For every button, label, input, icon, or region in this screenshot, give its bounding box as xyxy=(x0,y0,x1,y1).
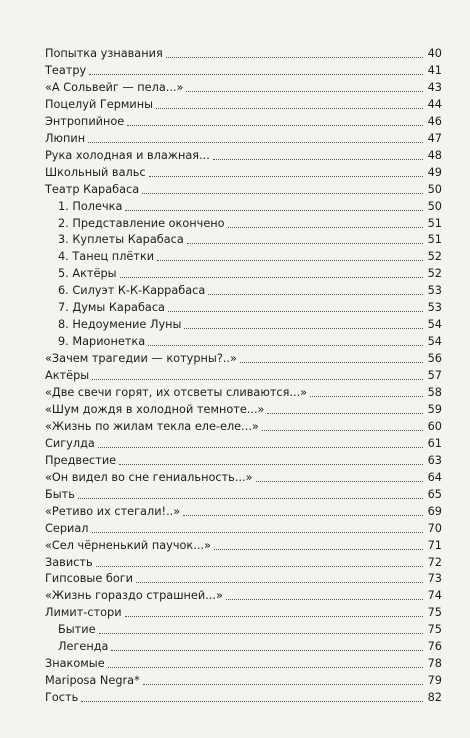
dot-leader xyxy=(149,175,423,177)
toc-entry-page: 53 xyxy=(427,301,442,315)
dot-leader xyxy=(88,141,423,143)
dot-leader xyxy=(78,497,423,499)
toc-entry xyxy=(58,215,442,232)
toc-entry xyxy=(45,181,442,198)
toc-entry-title: 6. Силуэт К-К-Каррабаса xyxy=(58,284,206,298)
toc-entry xyxy=(45,604,442,621)
toc-entry-page: 43 xyxy=(427,80,442,94)
toc-entry xyxy=(58,333,442,350)
dot-leader xyxy=(186,90,423,92)
dot-leader xyxy=(98,446,423,448)
toc-entry-page: 51 xyxy=(427,233,442,247)
toc-entry-title: 2. Представление окончено xyxy=(58,216,225,230)
toc-entry xyxy=(45,689,442,706)
dot-leader xyxy=(228,226,423,228)
toc-entry-page: 54 xyxy=(427,318,442,332)
toc-entry-title: Зависть xyxy=(45,555,93,569)
toc-entry-title: Попытка узнавания xyxy=(45,47,163,60)
toc-entry-page: 52 xyxy=(427,250,442,264)
dot-leader xyxy=(92,378,423,380)
dot-leader xyxy=(89,73,423,75)
dot-leader xyxy=(148,344,423,346)
toc-entry xyxy=(45,45,442,62)
toc-entry-title: «А Сольвейг — пела...» xyxy=(45,80,184,94)
toc-entry-page: 69 xyxy=(427,504,442,518)
toc-entry-title: Быть xyxy=(45,487,75,501)
toc-entry xyxy=(45,418,442,435)
toc-entry-title: Предвестие xyxy=(45,453,117,467)
toc-entry xyxy=(45,164,442,181)
toc-entry-title: «Жизнь по жилам текла еле-еле...» xyxy=(45,419,259,433)
toc-entry xyxy=(58,198,442,215)
dot-leader xyxy=(120,276,423,278)
dot-leader xyxy=(168,310,423,312)
dot-leader xyxy=(310,395,423,397)
dot-leader xyxy=(214,548,423,550)
toc-entry-title: Люпин xyxy=(45,131,86,145)
toc-entry-page: 70 xyxy=(427,521,442,535)
dot-leader xyxy=(267,412,423,414)
dot-leader xyxy=(213,158,423,160)
dot-leader xyxy=(183,514,423,516)
toc-entry-page: 59 xyxy=(427,402,442,416)
toc-entry-page: 51 xyxy=(427,216,442,230)
dot-leader xyxy=(208,293,423,295)
dot-leader xyxy=(156,107,423,109)
toc-entry-page: 60 xyxy=(427,419,442,433)
toc-entry xyxy=(58,265,442,282)
toc-entry-title: 3. Куплеты Карабаса xyxy=(58,233,184,247)
toc-entry xyxy=(45,435,442,452)
dot-leader xyxy=(157,259,423,261)
dot-leader xyxy=(108,666,423,668)
dot-leader xyxy=(127,124,423,126)
toc-entry-page: 82 xyxy=(427,691,442,705)
toc-entry-page: 76 xyxy=(427,640,442,654)
dot-leader xyxy=(99,632,423,634)
toc-entry-page: 74 xyxy=(427,589,442,603)
toc-entry xyxy=(45,503,442,520)
dot-leader xyxy=(125,209,423,211)
toc-entry-page: 72 xyxy=(427,555,442,569)
toc-entry-page: 44 xyxy=(427,97,442,111)
toc-entry-title: 1. Полечка xyxy=(58,199,123,213)
toc-entry-title: 4. Танец плётки xyxy=(58,250,155,264)
dot-leader xyxy=(256,480,424,482)
toc-entry xyxy=(45,384,442,401)
toc-entry xyxy=(45,350,442,367)
toc-entry-title: Школьный вальс xyxy=(45,165,146,179)
toc-entry-title: «Он видел во сне гениальность...» xyxy=(45,470,253,484)
toc-entry-title: Театру xyxy=(45,63,87,77)
toc-entry-page: 64 xyxy=(427,470,442,484)
toc-entry-title: Театр Карабаса xyxy=(45,182,140,196)
toc-entry-title: 7. Думы Карабаса xyxy=(58,301,165,315)
dot-leader xyxy=(81,700,423,702)
toc-entry-page: 54 xyxy=(427,335,442,349)
toc-entry-title: 5. Актёры xyxy=(58,267,117,281)
toc-entry-page: 75 xyxy=(427,623,442,637)
dot-leader xyxy=(142,192,423,194)
toc-entry xyxy=(58,621,442,638)
toc-entry xyxy=(45,672,442,689)
dot-leader xyxy=(111,649,423,651)
toc-entry-page: 47 xyxy=(427,131,442,145)
toc-entry-page: 53 xyxy=(427,284,442,298)
toc-entry-page: 78 xyxy=(427,657,442,671)
toc-entry-title: Гипсовые боги xyxy=(45,572,134,586)
toc-entry xyxy=(45,655,442,672)
toc-entry-page: 57 xyxy=(427,369,442,383)
toc-entry-page: 48 xyxy=(427,148,442,162)
dot-leader xyxy=(262,429,423,431)
dot-leader xyxy=(119,463,423,465)
dot-leader xyxy=(240,361,423,363)
dot-leader xyxy=(226,598,423,600)
toc-entry xyxy=(45,401,442,418)
dot-leader xyxy=(166,56,423,58)
toc-entry-page: 49 xyxy=(427,165,442,179)
toc-entry-page: 50 xyxy=(427,182,442,196)
toc-entry xyxy=(45,147,442,164)
toc-entry xyxy=(45,367,442,384)
dot-leader xyxy=(143,683,423,685)
toc-entry-page: 61 xyxy=(427,436,442,450)
toc-entry xyxy=(45,587,442,604)
toc-entry-page: 50 xyxy=(427,199,442,213)
toc-entry-title: «Две свечи горят, их отсветы сливаются...» xyxy=(45,386,308,399)
dot-leader xyxy=(187,242,423,244)
toc-entry-page: 79 xyxy=(427,674,442,688)
toc-entry-title: Актёры xyxy=(45,369,90,383)
dot-leader xyxy=(96,565,423,567)
dot-leader xyxy=(92,531,424,533)
toc-entry xyxy=(45,452,442,469)
toc-entry xyxy=(45,537,442,554)
toc-entry-page: 58 xyxy=(427,386,442,399)
toc-entry-title: Сигулда xyxy=(45,436,95,450)
toc-entry-page: 63 xyxy=(427,453,442,467)
toc-entry-title: Легенда xyxy=(58,640,109,654)
toc-entry-page: 46 xyxy=(427,114,442,128)
toc-entry-page: 56 xyxy=(427,352,442,366)
toc-entry-title: Гость xyxy=(45,691,79,705)
toc-entry xyxy=(58,231,442,248)
toc-entry xyxy=(45,554,442,571)
toc-entry xyxy=(45,469,442,486)
toc-entry xyxy=(58,248,442,265)
toc-entry-page: 40 xyxy=(427,47,442,60)
toc-entry-title: Mariposa Negra* xyxy=(45,674,140,688)
toc-entry xyxy=(45,486,442,503)
dot-leader xyxy=(136,581,423,583)
toc-entry-title: 8. Недоумение Луны xyxy=(58,318,182,332)
toc-entry-title: «Сел чёрненький паучок...» xyxy=(45,538,211,552)
dot-leader xyxy=(125,615,423,617)
toc-entry xyxy=(45,520,442,537)
toc-entry xyxy=(45,62,442,79)
toc-entry-page: 73 xyxy=(427,572,442,586)
toc-entry xyxy=(58,316,442,333)
toc-entry-page: 41 xyxy=(427,63,442,77)
toc-entry-page: 71 xyxy=(427,538,442,552)
toc-entry-title: «Зачем трагедии — котурны?..» xyxy=(45,352,237,366)
toc-entry-title: Рука холодная и влажная... xyxy=(45,148,210,162)
toc-entry xyxy=(58,299,442,316)
toc-entry-page: 65 xyxy=(427,487,442,501)
dot-leader xyxy=(184,327,423,329)
toc-entry-title: Сериал xyxy=(45,521,89,535)
toc-entry-page: 52 xyxy=(427,267,442,281)
toc-entry xyxy=(58,638,442,655)
toc-entry xyxy=(45,79,442,96)
toc-entry-title: Бытие xyxy=(58,623,96,637)
toc-entry xyxy=(58,282,442,299)
toc-entry-title: Энтропийное xyxy=(45,114,125,128)
toc-entry-title: Лимит-стори xyxy=(45,606,122,620)
toc-entry-title: 9. Марионетка xyxy=(58,335,146,349)
toc-entry-title: «Жизнь гораздо страшней...» xyxy=(45,589,223,603)
toc-entry xyxy=(45,570,442,587)
toc-entry xyxy=(45,130,442,147)
toc-entry xyxy=(45,113,442,130)
toc-entry-title: Поцелуй Гермины xyxy=(45,97,154,111)
toc-entry-title: «Ретиво их стегали!..» xyxy=(45,504,181,518)
toc-entry-title: Знакомые xyxy=(45,657,105,671)
toc-entry-title: «Шум дождя в холодной темноте...» xyxy=(45,402,265,416)
toc-entry-page: 75 xyxy=(427,606,442,620)
toc-entry xyxy=(45,96,442,113)
